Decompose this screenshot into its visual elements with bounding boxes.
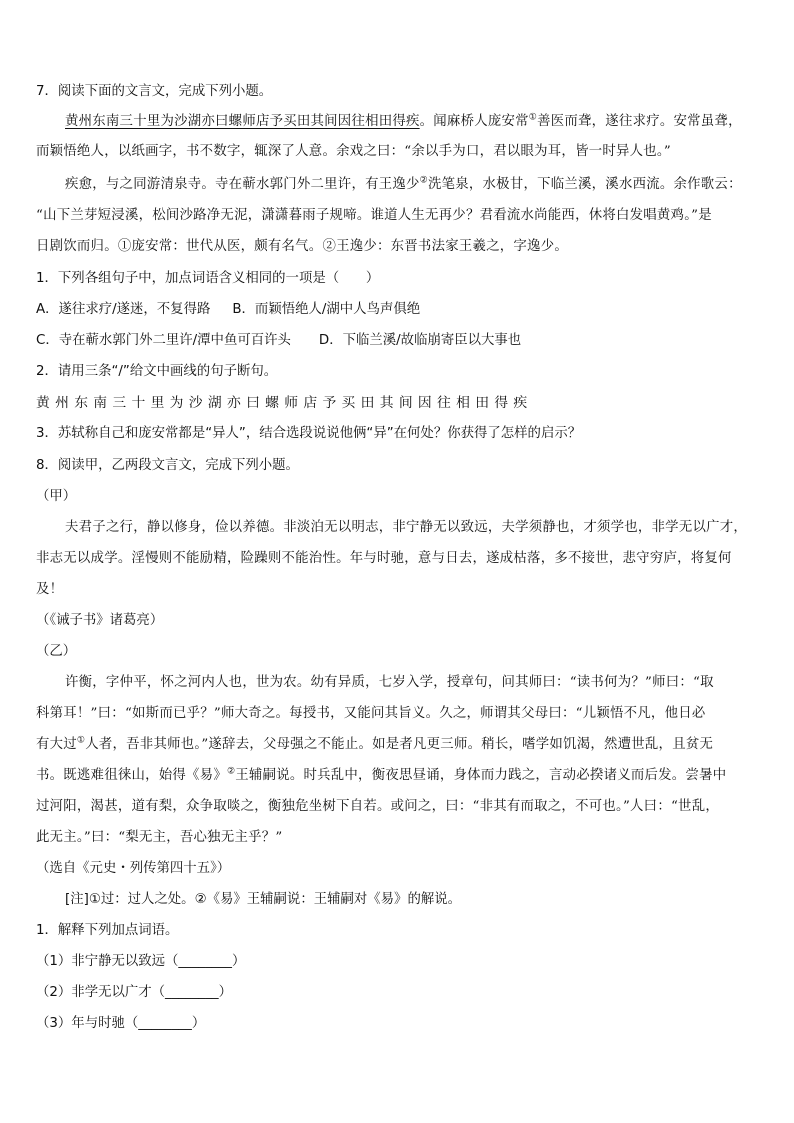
q8-item-1[interactable]: （1）非宁静无以致远（________）: [36, 954, 246, 969]
footnote-marker: ①: [528, 112, 538, 123]
q7-options-row-1: [36, 300, 766, 320]
q8-yi-label: （乙）: [36, 644, 77, 659]
q7-title: 7．阅读下面的文言文，完成下列小题。: [36, 84, 273, 99]
footnote-marker: ②: [226, 766, 236, 777]
q8-yi-line-5: 过河阳，渴甚，道有梨，众争取啖之，衡独危坐树下自若。或问之，曰：“非其有而取之，不可也。”人曰：“世乱，: [36, 799, 719, 814]
q8-yi-source: （选自《元史・列传第四十五》）: [36, 861, 231, 876]
q7-passage-line-5: 日剧饮而归。①庞安常：世代从医，颇有名气。②王逸少：东晋书法家王羲之，字逸少。: [36, 239, 568, 254]
q8-jia-line-3: 及！: [36, 582, 64, 597]
q7-sub3: 3．苏轼称自己和庞安常都是“异人”，结合选段说说他俩“异”在何处？你获得了怎样的启示？: [36, 426, 582, 441]
q8-sub1: 1．解释下列加点词语。: [36, 923, 179, 938]
q8-yi-line-1: 许衡，字仲平，怀之河内人也，世为农。幼有异质，七岁入学，授章句，问其师曰：“读书何为？”师曰：“取: [65, 675, 714, 690]
q8-jia-source: （《诫子书》诸葛亮）: [36, 613, 164, 628]
footnote-marker: ①: [76, 735, 86, 746]
q8-jia-label: （甲）: [36, 489, 77, 504]
q7-passage-line-3: 疾愈，与之同游清泉寺。寺在蕲水郭门外二里许，有王逸少②洗笔泉，水极甘，下临兰溪，溪水西流。余作歌云：: [65, 175, 742, 192]
option-a[interactable]: A．遂往求疗/遂迷，不复得路: [36, 302, 211, 317]
q7-options-row-2: [36, 331, 766, 351]
q7-sub2-sentence: 黄州东南三十里为沙湖亦曰螺师店予买田其间因往相田得疾: [36, 395, 533, 411]
option-c[interactable]: C．寺在蕲水郭门外二里许/潭中鱼可百许头: [36, 333, 291, 348]
q8-item-3[interactable]: （3）年与时驰（________）: [36, 1016, 206, 1031]
q7-passage-line-2: 而颖悟绝人，以纸画字，书不数字，辄深了人意。余戏之曰：“余以手为口，君以眼为耳，皆一时异人也。”: [36, 144, 671, 159]
q7-sub1: 1．下列各组句子中，加点词语含义相同的一项是（ ）: [36, 271, 380, 286]
q7-sub2: 2．请用三条“/”给文中画线的句子断句。: [36, 364, 278, 379]
q7-underlined-sentence: 黄州东南三十里为沙湖亦曰螺师店予买田其间因往相田得疾: [65, 114, 420, 129]
q8-item-2[interactable]: （2）非学无以广才（________）: [36, 985, 232, 1000]
q8-jia-line-1: 夫君子之行，静以修身，俭以养德。非淡泊无以明志，非宁静无以致远，夫学须静也，才须学也，非学无以广才，: [65, 520, 748, 535]
option-d[interactable]: D．下临兰溪/故临崩寄臣以大事也: [318, 333, 522, 348]
q7-passage-line-4: “山下兰芽短浸溪，松间沙路净无泥，潇潇暮雨子规啼。谁道人生无再少？君看流水尚能西，休将白发唱黄鸡。”是: [36, 208, 712, 223]
q8-yi-line-3: 有大过①人者，吾非其师也。”遂辞去，父母强之不能止。如是者凡更三师。稍长，嗜学如饥渴，然遭世乱，且贫无: [36, 735, 714, 752]
q8-jia-line-2: 非志无以成学。淫慢则不能励精，险躁则不能治性。年与时驰，意与日去，遂成枯落，多不接世，悲守穷庐，将复何: [36, 551, 732, 566]
q8-title: 8．阅读甲，乙两段文言文，完成下列小题。: [36, 458, 299, 473]
option-b[interactable]: B．而颖悟绝人/湖中人鸟声俱绝: [232, 302, 421, 317]
q8-yi-line-4: 书。既逃难徂徕山，始得《易》②王辅嗣说。时兵乱中，衡夜思昼诵，身体而力践之，言动必揆诸义而后发。尝暑中: [36, 766, 727, 783]
q8-yi-line-6: 此无主。”曰：“梨无主，吾心独无主乎？”: [36, 830, 283, 845]
q8-yi-line-2: 科第耳！”曰：“如斯而已乎？”师大奇之。每授书，又能问其旨义。久之，师谓其父母曰：“儿颖悟不凡，他日必: [36, 706, 706, 721]
footnote-marker: ②: [419, 175, 428, 186]
q7-passage-line-1: 黄州东南三十里为沙湖亦曰螺师店予买田其间因往相田得疾。闻麻桥人庞安常①善医而聋，遂往求疗。安常虽聋，: [65, 112, 742, 129]
q8-footnotes: [注]①过：过人之处。②《易》王辅嗣说：王辅嗣对《易》的解说。: [65, 892, 462, 907]
